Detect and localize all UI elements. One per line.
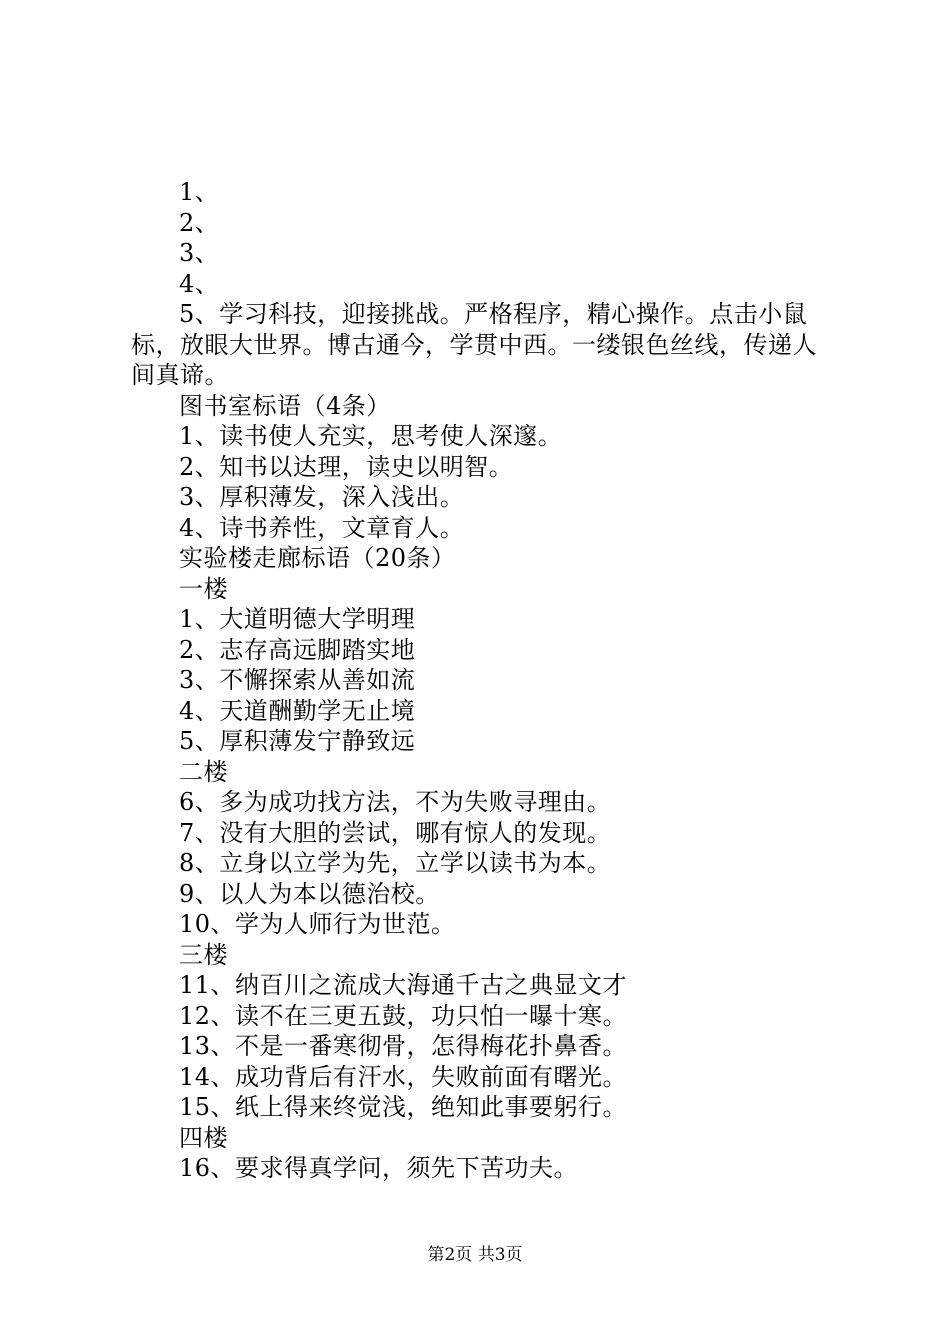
list-item: 3、不懈探索从善如流 <box>179 666 416 694</box>
list-item: 3、厚积薄发，深入浅出。 <box>179 483 465 511</box>
list-item: 2、 <box>179 208 220 237</box>
section-heading-lab-corridor: 实验楼走廊标语（20条） <box>179 544 456 572</box>
document-body <box>0 177 950 1184</box>
page-footer <box>0 1244 950 1266</box>
list-item: 1、读书使人充实，思考使人深邃。 <box>179 422 563 450</box>
floor-heading-3: 三楼 <box>179 940 228 969</box>
list-item: 8、立身以立学为先，立学以读书为本。 <box>179 849 612 877</box>
list-item: 13、不是一番寒彻骨，怎得梅花扑鼻香。 <box>179 1032 628 1060</box>
page-number-label: 第2页 共3页 <box>427 1245 523 1265</box>
list-item: 3、 <box>179 239 220 267</box>
list-item: 5、厚积薄发宁静致远 <box>179 727 416 755</box>
list-item: 9、以人为本以德治校。 <box>179 879 440 908</box>
list-item: 2、知书以达理，读史以明智。 <box>179 452 514 481</box>
list-item: 10、学为人师行为世范。 <box>179 910 456 938</box>
list-item: 2、志存高远脚踏实地 <box>179 635 416 664</box>
paragraph-item-5: 5、学习科技，迎接挑战。严格程序，精心操作。点击小鼠标，放眼大世界。博古通今，学贯中西。一缕银色丝线，传递人间真谛。 <box>131 300 817 389</box>
list-item: 6、多为成功找方法，不为失败寻理由。 <box>179 788 612 816</box>
list-item: 12、读不在三更五鼓，功只怕一曝十寒。 <box>179 1001 628 1030</box>
list-item: 15、纸上得来终觉浅，绝知此事要躬行。 <box>179 1093 628 1121</box>
list-item: 1、大道明德大学明理 <box>179 605 416 633</box>
section-heading-library: 图书室标语（4条） <box>179 391 391 420</box>
list-item: 4、天道酬勤学无止境 <box>179 696 416 725</box>
floor-heading-1: 一楼 <box>179 574 228 603</box>
list-item: 16、要求得真学问，须先下苦功夫。 <box>179 1154 579 1182</box>
floor-heading-2: 二楼 <box>179 757 228 786</box>
list-item: 4、 <box>179 269 220 298</box>
floor-heading-4: 四楼 <box>179 1123 228 1152</box>
list-item: 1、 <box>179 178 220 206</box>
list-item: 14、成功背后有汗水，失败前面有曙光。 <box>179 1062 628 1091</box>
list-item: 4、诗书养性，文章育人。 <box>179 513 465 542</box>
list-item: 7、没有大胆的尝试，哪有惊人的发现。 <box>179 818 612 847</box>
list-item: 11、纳百川之流成大海通千古之典显文才 <box>179 971 628 999</box>
